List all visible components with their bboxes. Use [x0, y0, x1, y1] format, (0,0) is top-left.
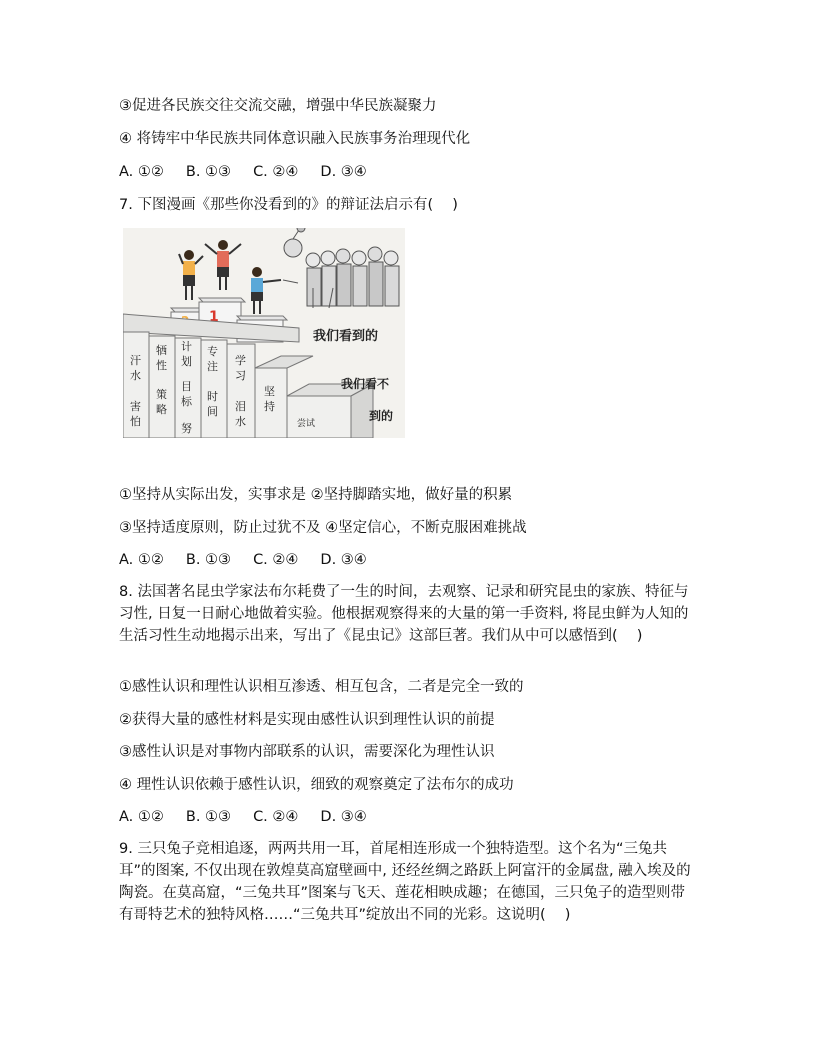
q8-stem: 8. 法国著名昆虫学家法布尔耗费了一生的时间，去观察、记录和研究昆虫的家族、特征与习性, 日复一日耐心地做着实验。他根据观察得来的大量的第一手资料, 将昆虫鲜为人知的生活习性生动地揭示出来，写出了《昆虫记》这部巨著。我们从中可以感悟到( ): [119, 584, 689, 644]
block-label: 划: [181, 355, 192, 368]
block-label: 目: [181, 380, 192, 393]
q8-option-1: ①感性认识和理性认识相互渗透、相互包含，二者是完全一致的: [119, 679, 524, 695]
block-label: 策: [156, 388, 167, 401]
caption-unseen-line1: 我们看不: [341, 377, 390, 391]
block-label: 持: [264, 400, 275, 413]
crowd-illustration: [283, 228, 399, 308]
block-label: 学: [235, 354, 246, 367]
q6-choice-b[interactable]: B. ①③: [185, 164, 232, 180]
block-label: 怕: [130, 415, 141, 428]
block-label: 专: [207, 345, 218, 358]
block-label: 牺: [156, 344, 167, 357]
block-label: 努: [181, 422, 192, 435]
q6-choices: [119, 160, 709, 184]
q8-option-2: ②获得大量的感性材料是实现由感性认识到理性认识的前提: [119, 712, 495, 728]
block-label: 泪: [235, 400, 246, 413]
q6-choice-a[interactable]: A. ①②: [119, 164, 164, 180]
q7-stem: 7. 下图漫画《那些你没看到的》的辩证法启示有( ): [119, 197, 458, 213]
q8-option-4: ④ 理性认识依赖于感性认识，细致的观察奠定了法布尔的成功: [119, 777, 514, 793]
q7-choice-b[interactable]: B. ①③: [185, 552, 232, 568]
q8-choice-b[interactable]: B. ①③: [185, 809, 232, 825]
q6-choice-c[interactable]: C. ②④: [253, 164, 299, 180]
q7-options-3-4: ③坚持适度原则，防止过犹不及 ④坚定信心，不断克服困难挑战: [119, 520, 527, 536]
caption-what-we-see: 我们看到的: [313, 329, 379, 344]
caption-unseen-line2: 到的: [369, 409, 394, 423]
podium-number-1: 1: [209, 309, 219, 325]
q7-choice-d[interactable]: D. ③④: [320, 552, 367, 568]
block-label: 注: [207, 360, 218, 373]
q8-choices: [119, 805, 709, 829]
q7-cartoon: [123, 228, 405, 438]
q8-choice-c[interactable]: C. ②④: [253, 809, 299, 825]
block-label: 性: [156, 359, 167, 372]
q7-choice-a[interactable]: A. ①②: [119, 552, 164, 568]
block-label: 水: [130, 369, 141, 382]
block-label: 坚: [264, 385, 275, 398]
q7-options-1-2: ①坚持从实际出发，实事求是 ②坚持脚踏实地，做好量的积累: [119, 487, 513, 503]
block-label: 汗: [130, 354, 141, 367]
block-label: 时: [207, 390, 218, 403]
block-label: 略: [156, 403, 167, 416]
block-label: 尝试: [297, 419, 316, 429]
q8-choice-a[interactable]: A. ①②: [119, 809, 164, 825]
block-label: 习: [235, 369, 246, 382]
block-label: 间: [207, 405, 218, 418]
q8-choice-d[interactable]: D. ③④: [320, 809, 367, 825]
q6-option-4: ④ 将铸牢中华民族共同体意识融入民族事务治理现代化: [119, 131, 471, 147]
block-label: 计: [181, 340, 192, 353]
q7-choice-c[interactable]: C. ②④: [253, 552, 299, 568]
block-label: 水: [235, 415, 246, 428]
block-label: 标: [181, 395, 192, 408]
q7-choices: [119, 548, 709, 572]
q8-option-3: ③感性认识是对事物内部联系的认识，需要深化为理性认识: [119, 744, 495, 760]
q6-choice-d[interactable]: D. ③④: [320, 164, 367, 180]
q6-option-3: ③促进各民族交往交流交融，增强中华民族凝聚力: [119, 98, 437, 114]
cartoon-drawing: [123, 228, 405, 438]
block-label: 害: [130, 400, 141, 413]
q9-stem: 9. 三只兔子竞相追逐，两两共用一耳，首尾相连形成一个独特造型。这个名为“三兔共耳”的图案, 不仅出现在敦煌莫高窟壁画中, 还经丝绸之路跃上阿富汗的金属盘, 融入埃及的陶瓷。在莫高窟，“三兔共耳”图案与飞天、莲花相映成趣；在德国，三只兔子的造型则带有哥特艺术的独特风格……“三兔共耳”绽放出不同的光彩。这说明( ): [119, 841, 691, 923]
